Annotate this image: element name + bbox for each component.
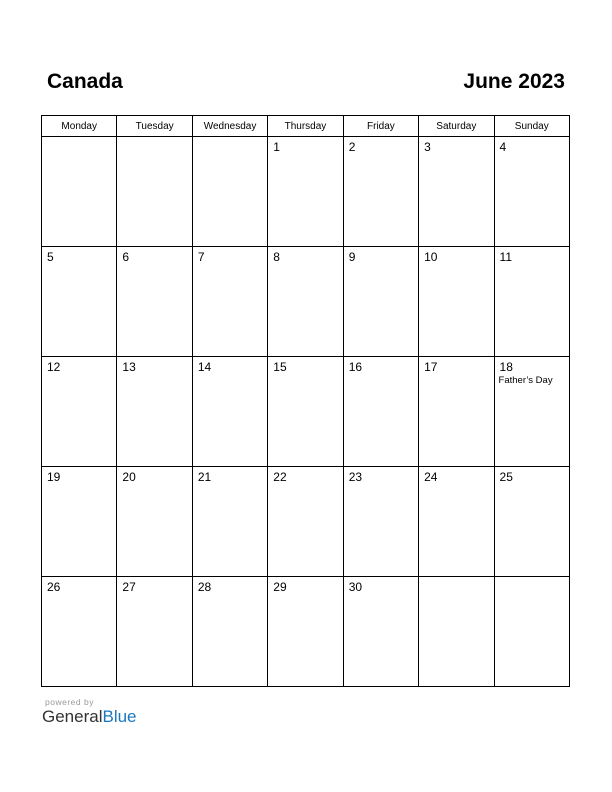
holiday-label: Father’s Day: [498, 375, 553, 386]
day-number: 22: [273, 470, 287, 484]
day-number: 17: [424, 360, 438, 374]
day-cell: [117, 577, 192, 687]
day-number: 26: [47, 580, 61, 594]
powered-by-label: powered by: [45, 697, 94, 707]
calendar-week-row: [42, 467, 570, 577]
day-number: 14: [197, 360, 212, 374]
day-number: 11: [499, 250, 512, 264]
day-cell: [42, 467, 117, 577]
day-number: 16: [348, 360, 363, 374]
day-cell: [343, 247, 418, 357]
day-cell: [268, 357, 343, 467]
day-number: [117, 137, 191, 140]
day-cell: [192, 247, 267, 357]
day-cell: [419, 357, 494, 467]
day-cell: [343, 137, 418, 247]
day-cell: [419, 467, 494, 577]
day-cell: [42, 247, 117, 357]
day-number: [42, 137, 116, 140]
calendar-country-title: Canada: [47, 70, 123, 93]
day-cell: [419, 247, 494, 357]
day-number: 20: [122, 470, 136, 484]
day-cell: [117, 137, 192, 247]
weekday-header-row: [42, 116, 570, 137]
weekday-header: Thursday: [268, 116, 343, 137]
day-cell: [192, 467, 267, 577]
day-number: 15: [273, 360, 287, 374]
day-cell: [494, 577, 569, 687]
day-cell: [494, 357, 569, 467]
day-number: 24: [424, 470, 438, 484]
calendar-month-title: June 2023: [463, 70, 565, 93]
day-number: 7: [197, 250, 205, 264]
day-cell: [419, 137, 494, 247]
weekday-header: Tuesday: [117, 116, 192, 137]
calendar-week-row: [42, 357, 570, 467]
day-number: 27: [122, 580, 136, 594]
day-number: 1: [273, 140, 280, 154]
day-cell: [42, 137, 117, 247]
day-number: [193, 137, 267, 140]
weekday-header: Sunday: [494, 116, 569, 137]
day-number: 28: [197, 580, 212, 594]
day-cell: [494, 137, 569, 247]
brand-name-part1: General: [42, 707, 103, 726]
calendar-week-row: [42, 137, 570, 247]
day-cell: [42, 357, 117, 467]
day-cell: [343, 577, 418, 687]
day-cell: [268, 577, 343, 687]
day-cell: [494, 247, 569, 357]
day-cell: [192, 357, 267, 467]
calendar-week-row: [42, 247, 570, 357]
day-number: 25: [499, 470, 513, 484]
day-cell: [494, 467, 569, 577]
weekday-header: Wednesday: [192, 116, 267, 137]
day-number: 3: [424, 140, 431, 154]
day-number: 5: [47, 250, 54, 264]
weekday-header: Monday: [42, 116, 117, 137]
day-number: 2: [348, 140, 356, 154]
day-cell: [268, 467, 343, 577]
day-number: 4: [499, 140, 507, 154]
day-cell: [343, 357, 418, 467]
day-number: 18: [499, 360, 513, 374]
brand-logo[interactable]: [42, 707, 137, 727]
day-number: 30: [348, 580, 363, 594]
day-cell: [268, 137, 343, 247]
day-number: 6: [122, 250, 130, 264]
day-number: 23: [348, 470, 363, 484]
day-cell: [117, 467, 192, 577]
day-cell: [117, 357, 192, 467]
calendar-grid: [41, 115, 570, 687]
day-number: [419, 577, 493, 580]
day-cell: [192, 137, 267, 247]
day-cell: [268, 247, 343, 357]
weekday-header: Friday: [343, 116, 418, 137]
day-number: 10: [424, 250, 438, 264]
weekday-header: Saturday: [419, 116, 494, 137]
day-number: 9: [348, 250, 356, 264]
brand-name-part2: Blue: [102, 707, 137, 726]
day-cell: [419, 577, 494, 687]
day-cell: [42, 577, 117, 687]
day-number: [495, 577, 569, 580]
day-number: 8: [273, 250, 280, 264]
day-number: 19: [47, 470, 61, 484]
day-number: 12: [47, 360, 61, 374]
day-number: 13: [122, 360, 136, 374]
calendar-week-row: [42, 577, 570, 687]
day-number: 21: [197, 470, 212, 484]
day-number: 29: [273, 580, 287, 594]
day-cell: [117, 247, 192, 357]
day-cell: [343, 467, 418, 577]
day-cell: [192, 577, 267, 687]
